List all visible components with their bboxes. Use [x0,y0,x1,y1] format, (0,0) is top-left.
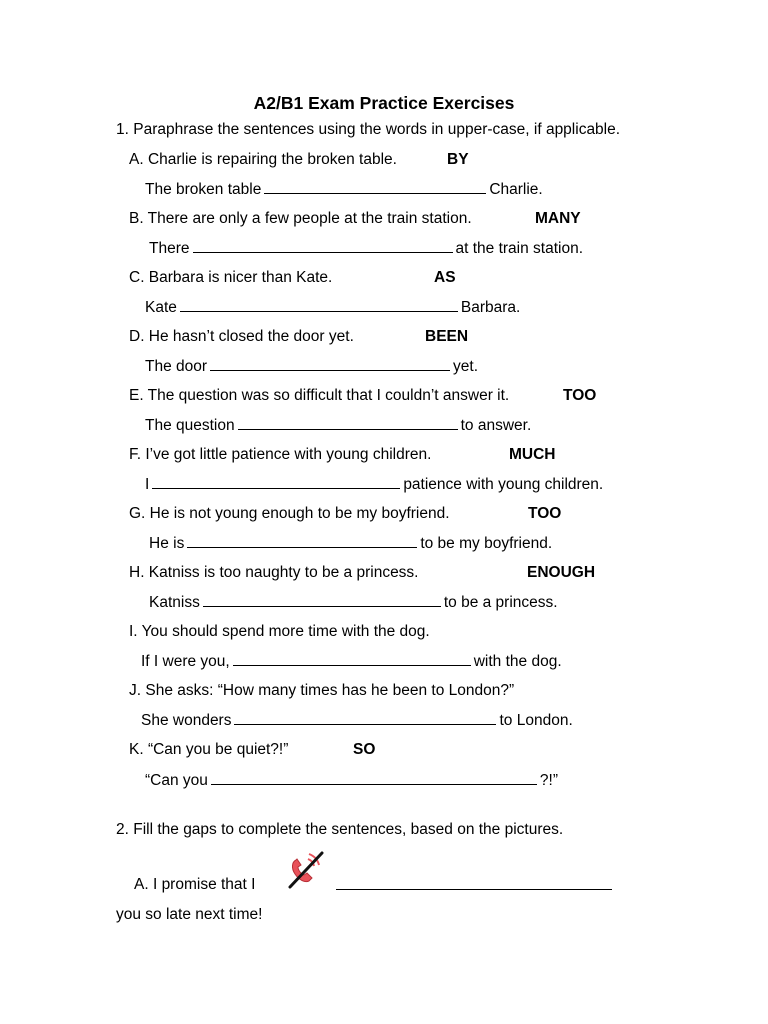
ex1-answer-g [149,533,552,554]
ex1-question-a: A. Charlie is repairing the broken table. [129,151,397,168]
answer-prefix: Katniss [149,594,200,611]
answer-suffix: with the dog. [473,653,562,670]
ex1-keyword-e: TOO [563,387,597,404]
ex1-keyword-f: MUCH [509,446,556,463]
answer-prefix: The broken table [145,181,262,198]
answer-prefix: If I were you, [141,653,230,670]
answer-suffix: Barbara. [460,299,521,316]
page-title: A2/B1 Exam Practice Exercises [253,93,515,113]
ex1-question-k: K. “Can you be quiet?!” [129,741,289,758]
answer-suffix: to be my boyfriend. [420,535,553,552]
answer-prefix: “Can you [145,772,208,789]
ex2-item-a-blank-line [336,875,612,896]
answer-suffix: patience with young children. [403,476,604,493]
ex1-answer-d [145,356,478,377]
ex1-answer-f [145,474,603,495]
ex2-item-a-prefix: A. I promise that I [134,876,256,893]
ex1-question-c: C. Barbara is nicer than Kate. [129,269,333,286]
answer-blank[interactable] [180,297,458,312]
answer-blank[interactable] [193,238,453,253]
ex1-keyword-a: BY [447,151,469,168]
answer-blank[interactable] [233,651,471,666]
ex1-question-b: B. There are only a few people at the train station. [129,210,472,227]
no-phone-call-icon [286,850,326,892]
answer-blank[interactable] [234,710,496,725]
answer-blank[interactable] [238,415,458,430]
ex1-keyword-k: SO [353,741,376,758]
answer-suffix: to answer. [460,417,532,434]
answer-suffix: at the train station. [455,240,584,257]
ex1-keyword-h: ENOUGH [527,564,596,581]
answer-prefix: She wonders [141,712,232,729]
ex1-question-j: J. She asks: “How many times has he been to London?” [129,682,515,699]
answer-blank[interactable] [152,474,400,489]
answer-prefix: There [149,240,190,257]
answer-blank[interactable] [187,533,417,548]
ex1-question-h: H. Katniss is too naughty to be a princess. [129,564,419,581]
ex1-question-d: D. He hasn’t closed the door yet. [129,328,354,345]
ex1-question-g: G. He is not young enough to be my boyfriend. [129,505,450,522]
ex1-answer-c [145,297,520,318]
ex1-answer-e [145,415,531,436]
answer-blank[interactable] [264,179,486,194]
ex1-keyword-b: MANY [535,210,581,227]
ex2-item-a-continuation: you so late next time! [116,906,263,923]
answer-suffix: yet. [453,358,479,375]
answer-prefix: I [145,476,150,493]
ex1-answer-k [145,770,558,791]
exercise-2-heading: 2. Fill the gaps to complete the sentences, based on the pictures. [116,821,564,838]
ex1-question-e: E. The question was so difficult that I couldn’t answer it. [129,387,510,404]
ex1-answer-j [141,710,573,731]
answer-blank[interactable] [211,770,537,785]
ex1-answer-i [141,651,562,672]
answer-suffix: to be a princess. [443,594,558,611]
answer-prefix: The door [145,358,208,375]
ex1-answer-h [149,592,558,613]
ex1-answer-a [145,179,543,200]
answer-prefix: The question [145,417,235,434]
ex1-question-i: I. You should spend more time with the dog. [129,623,430,640]
ex1-keyword-d: BEEN [425,328,469,345]
answer-blank[interactable] [210,356,450,371]
answer-suffix: ?!” [539,772,558,789]
ex1-keyword-c: AS [434,269,456,286]
ex1-question-f: F. I’ve got little patience with young children. [129,446,432,463]
ex1-keyword-g: TOO [528,505,562,522]
exercise-1-heading: 1. Paraphrase the sentences using the words in upper-case, if applicable. [116,121,621,138]
answer-suffix: to London. [499,712,573,729]
answer-blank[interactable] [203,592,441,607]
answer-prefix: He is [149,535,185,552]
answer-suffix: Charlie. [489,181,543,198]
answer-prefix: Kate [145,299,177,316]
ex1-answer-b [149,238,583,259]
answer-blank[interactable] [336,875,612,890]
